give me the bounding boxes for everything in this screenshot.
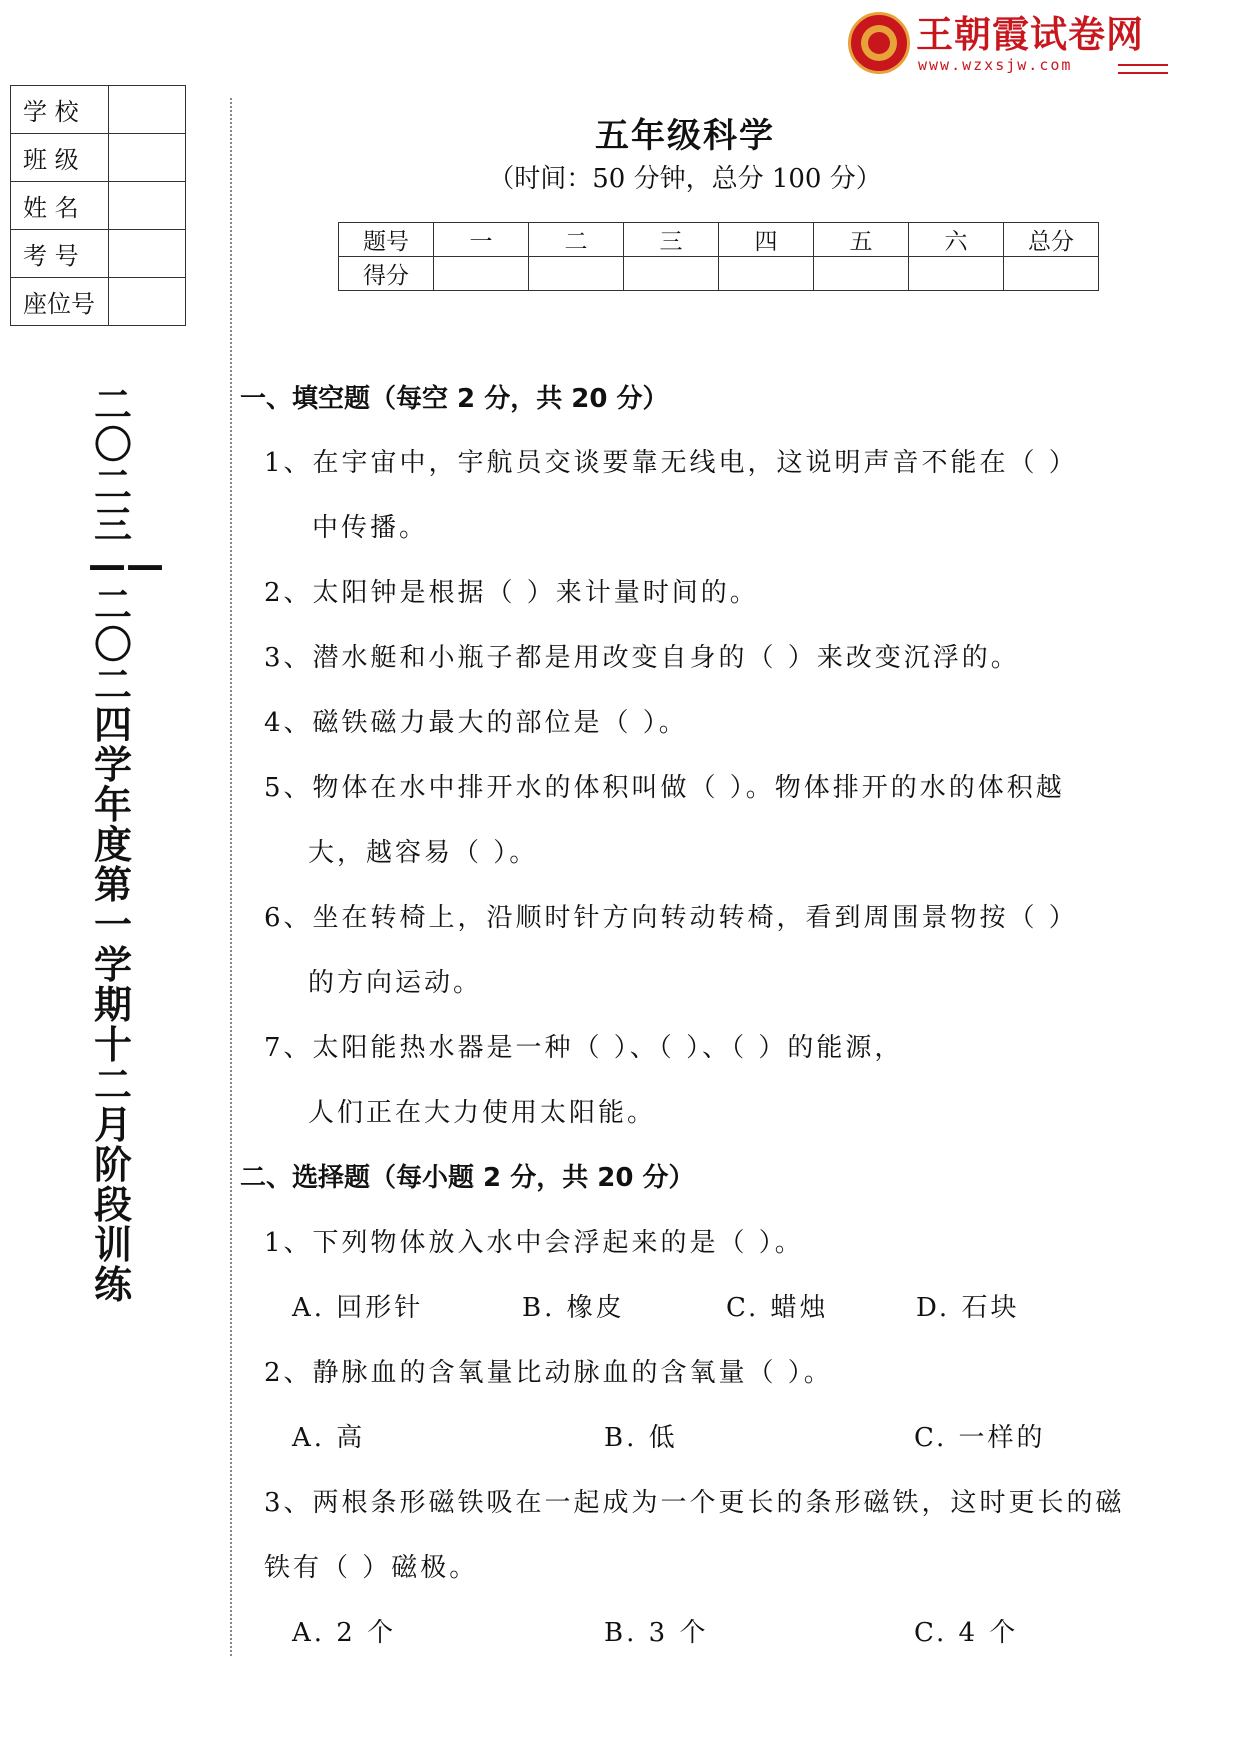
question-line: 6、坐在转椅上，沿顺时针方向转动转椅，看到周围景物按（ ） (264, 903, 1078, 933)
score-header: 总分 (1004, 223, 1099, 257)
question-line: 7、太阳能热水器是一种（ ）、（ ）、（ ）的能源， (264, 1033, 904, 1063)
info-value-exam-number[interactable] (109, 230, 186, 278)
score-row-label: 得分 (339, 257, 434, 291)
score-header-row (339, 223, 1099, 257)
question-line: 2、静脉血的含氧量比动脉血的含氧量（ ）。 (264, 1358, 833, 1388)
question-line: 1、在宇宙中，宇航员交谈要靠无线电，这说明声音不能在（ ） (264, 448, 1078, 478)
info-row-exam-number (11, 230, 186, 278)
score-cell[interactable] (529, 257, 624, 291)
choice-option[interactable]: B. 3 个 (604, 1618, 709, 1648)
info-label: 座位号 (11, 278, 109, 326)
score-cell[interactable] (719, 257, 814, 291)
choice-option[interactable]: C. 蜡烛 (726, 1293, 829, 1323)
question-line: 大，越容易（ ）。 (308, 838, 539, 868)
score-value-row (339, 257, 1099, 291)
question-line: 3、两根条形磁铁吸在一起成为一个更长的条形磁铁，这时更长的磁 (264, 1488, 1125, 1518)
choice-option[interactable]: A. 高 (292, 1423, 366, 1453)
info-value-class[interactable] (109, 134, 186, 182)
question-line: 3、潜水艇和小瓶子都是用改变自身的（ ）来改变沉浮的。 (264, 643, 1020, 673)
binding-line (230, 98, 232, 1656)
logo-title: 王朝霞试卷网 (916, 13, 1144, 56)
question-line: 人们正在大力使用太阳能。 (308, 1098, 657, 1128)
choice-option[interactable]: C. 4 个 (914, 1618, 1019, 1648)
info-row-school (11, 86, 186, 134)
score-cell[interactable] (1004, 257, 1099, 291)
page-title: 五年级科学 (595, 116, 775, 156)
section-heading-fill-blank: 一、填空题（每空 2 分，共 20 分） (240, 384, 669, 414)
score-header: 题号 (339, 223, 434, 257)
score-table (338, 222, 1099, 291)
info-value-seat[interactable] (109, 278, 186, 326)
score-cell[interactable] (814, 257, 909, 291)
choice-option[interactable]: B. 低 (604, 1423, 678, 1453)
score-header: 三 (624, 223, 719, 257)
question-line: 4、磁铁磁力最大的部位是（ ）。 (264, 708, 688, 738)
score-header: 六 (909, 223, 1004, 257)
score-cell[interactable] (909, 257, 1004, 291)
info-label: 考 号 (11, 230, 109, 278)
choice-option[interactable]: A. 回形针 (292, 1293, 424, 1323)
score-header: 一 (434, 223, 529, 257)
student-info-table (10, 85, 186, 326)
info-label: 班 级 (11, 134, 109, 182)
question-line: 1、下列物体放入水中会浮起来的是（ ）。 (264, 1228, 804, 1258)
info-row-class (11, 134, 186, 182)
choice-option[interactable]: A. 2 个 (292, 1618, 397, 1648)
choice-option[interactable]: B. 橡皮 (522, 1293, 625, 1323)
section-heading-multiple-choice: 二、选择题（每小题 2 分，共 20 分） (240, 1163, 695, 1193)
question-line: 的方向运动。 (308, 968, 483, 998)
info-value-name[interactable] (109, 182, 186, 230)
logo-url: www.wzxsjw.com (918, 56, 1073, 74)
info-label: 姓 名 (11, 182, 109, 230)
score-header: 四 (719, 223, 814, 257)
logo-badge-icon (848, 12, 910, 74)
vertical-term-title: 二〇二三——二〇二四学年度第一学期十二月阶段训练 (88, 383, 164, 1307)
question-line: 5、物体在水中排开水的体积叫做（ ）。物体排开的水的体积越 (264, 773, 1065, 803)
question-line: 2、太阳钟是根据（ ）来计量时间的。 (264, 578, 759, 608)
choice-option[interactable]: C. 一样的 (914, 1423, 1046, 1453)
info-row-name (11, 182, 186, 230)
score-header: 五 (814, 223, 909, 257)
score-cell[interactable] (434, 257, 529, 291)
info-value-school[interactable] (109, 86, 186, 134)
site-logo (848, 12, 1170, 74)
choice-option[interactable]: D. 石块 (916, 1293, 1020, 1323)
exam-time-info: （时间：50 分钟，总分 100 分） (488, 164, 882, 194)
score-cell[interactable] (624, 257, 719, 291)
question-line: 铁有（ ）磁极。 (264, 1553, 479, 1583)
score-header: 二 (529, 223, 624, 257)
question-line: 中传播。 (312, 513, 429, 543)
logo-decoration (1118, 64, 1168, 74)
info-row-seat (11, 278, 186, 326)
info-label: 学 校 (11, 86, 109, 134)
